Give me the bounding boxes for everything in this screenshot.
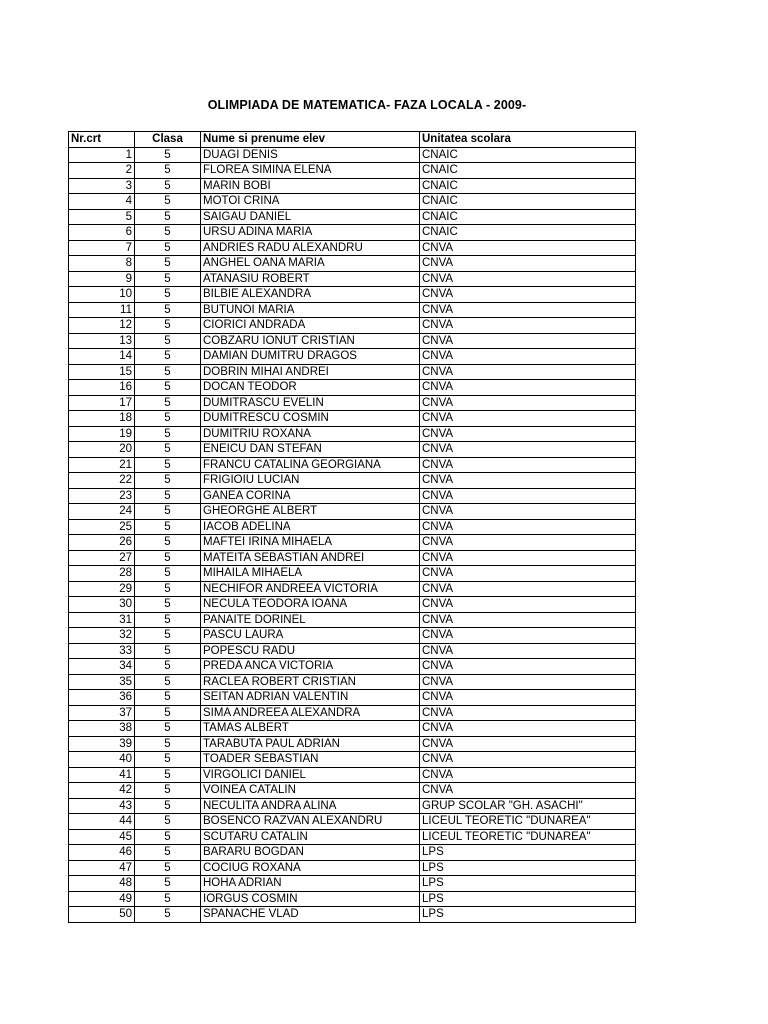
cell-nr-crt: 40: [69, 752, 135, 768]
cell-nume: POPESCU RADU: [201, 643, 420, 659]
cell-nume: DOBRIN MIHAI ANDREI: [201, 364, 420, 380]
cell-unitate: CNVA: [420, 302, 636, 318]
cell-clasa: 5: [135, 318, 201, 334]
table-row: [69, 643, 636, 659]
cell-nume: MATEITA SEBASTIAN ANDREI: [201, 550, 420, 566]
table-row: [69, 535, 636, 551]
table-row: [69, 690, 636, 706]
cell-clasa: 5: [135, 721, 201, 737]
cell-nume: SPANACHE VLAD: [201, 907, 420, 923]
cell-nr-crt: 31: [69, 612, 135, 628]
cell-unitate: CNVA: [420, 240, 636, 256]
cell-nr-crt: 46: [69, 845, 135, 861]
table-row: [69, 349, 636, 365]
cell-nr-crt: 37: [69, 705, 135, 721]
table-row: [69, 426, 636, 442]
cell-clasa: 5: [135, 674, 201, 690]
cell-nume: ATANASIU ROBERT: [201, 271, 420, 287]
cell-nr-crt: 30: [69, 597, 135, 613]
cell-nume: URSU ADINA MARIA: [201, 225, 420, 241]
cell-clasa: 5: [135, 690, 201, 706]
cell-unitate: CNVA: [420, 767, 636, 783]
cell-unitate: CNVA: [420, 581, 636, 597]
cell-clasa: 5: [135, 659, 201, 675]
cell-nr-crt: 44: [69, 814, 135, 830]
table-row: [69, 659, 636, 675]
table-row: [69, 814, 636, 830]
cell-clasa: 5: [135, 442, 201, 458]
page-title: OLIMPIADA DE MATEMATICA- FAZA LOCALA - 2009-: [207, 98, 527, 112]
cell-nr-crt: 27: [69, 550, 135, 566]
table-row: [69, 271, 636, 287]
cell-clasa: 5: [135, 612, 201, 628]
cell-unitate: LPS: [420, 876, 636, 892]
table-row: [69, 504, 636, 520]
table-row: [69, 736, 636, 752]
cell-nume: FRIGIOIU LUCIAN: [201, 473, 420, 489]
cell-clasa: 5: [135, 194, 201, 210]
cell-nume: FLOREA SIMINA ELENA: [201, 163, 420, 179]
cell-unitate: CNVA: [420, 411, 636, 427]
cell-unitate: CNVA: [420, 256, 636, 272]
table-row: [69, 333, 636, 349]
cell-clasa: 5: [135, 256, 201, 272]
cell-nume: GHEORGHE ALBERT: [201, 504, 420, 520]
cell-clasa: 5: [135, 504, 201, 520]
cell-nr-crt: 25: [69, 519, 135, 535]
cell-clasa: 5: [135, 411, 201, 427]
cell-unitate: CNAIC: [420, 147, 636, 163]
cell-nr-crt: 43: [69, 798, 135, 814]
cell-nr-crt: 38: [69, 721, 135, 737]
table-row: [69, 550, 636, 566]
cell-clasa: 5: [135, 736, 201, 752]
table-row: [69, 380, 636, 396]
cell-nr-crt: 8: [69, 256, 135, 272]
cell-unitate: CNVA: [420, 535, 636, 551]
table-row: [69, 752, 636, 768]
cell-clasa: 5: [135, 597, 201, 613]
cell-clasa: 5: [135, 628, 201, 644]
table-row: [69, 845, 636, 861]
cell-nr-crt: 6: [69, 225, 135, 241]
cell-nume: DAMIAN DUMITRU DRAGOS: [201, 349, 420, 365]
table-row: [69, 240, 636, 256]
cell-nr-crt: 11: [69, 302, 135, 318]
cell-nr-crt: 4: [69, 194, 135, 210]
cell-unitate: CNAIC: [420, 209, 636, 225]
cell-unitate: CNVA: [420, 721, 636, 737]
cell-nume: BARARU BOGDAN: [201, 845, 420, 861]
header-nume: Nume si prenume elev: [201, 132, 420, 148]
cell-nr-crt: 33: [69, 643, 135, 659]
cell-unitate: CNVA: [420, 628, 636, 644]
cell-unitate: CNVA: [420, 504, 636, 520]
table-row: [69, 597, 636, 613]
cell-nume: TAMAS ALBERT: [201, 721, 420, 737]
cell-nr-crt: 19: [69, 426, 135, 442]
cell-nr-crt: 9: [69, 271, 135, 287]
table-row: [69, 163, 636, 179]
cell-nr-crt: 10: [69, 287, 135, 303]
cell-nr-crt: 35: [69, 674, 135, 690]
cell-nume: BUTUNOI MARIA: [201, 302, 420, 318]
cell-unitate: CNVA: [420, 364, 636, 380]
cell-nume: MAFTEI IRINA MIHAELA: [201, 535, 420, 551]
cell-unitate: GRUP SCOLAR "GH. ASACHI": [420, 798, 636, 814]
table-row: [69, 256, 636, 272]
table-row: [69, 612, 636, 628]
cell-nr-crt: 17: [69, 395, 135, 411]
cell-nr-crt: 39: [69, 736, 135, 752]
cell-unitate: CNVA: [420, 488, 636, 504]
cell-nr-crt: 42: [69, 783, 135, 799]
cell-clasa: 5: [135, 302, 201, 318]
cell-unitate: CNVA: [420, 473, 636, 489]
table-row: [69, 178, 636, 194]
cell-nume: VOINEA CATALIN: [201, 783, 420, 799]
cell-nume: TARABUTA PAUL ADRIAN: [201, 736, 420, 752]
cell-nr-crt: 48: [69, 876, 135, 892]
cell-nr-crt: 34: [69, 659, 135, 675]
cell-unitate: CNVA: [420, 736, 636, 752]
cell-clasa: 5: [135, 891, 201, 907]
cell-nr-crt: 3: [69, 178, 135, 194]
cell-clasa: 5: [135, 163, 201, 179]
table-row: [69, 581, 636, 597]
cell-unitate: CNAIC: [420, 163, 636, 179]
cell-nr-crt: 41: [69, 767, 135, 783]
cell-clasa: 5: [135, 349, 201, 365]
cell-clasa: 5: [135, 380, 201, 396]
cell-clasa: 5: [135, 845, 201, 861]
table-row: [69, 566, 636, 582]
cell-nr-crt: 7: [69, 240, 135, 256]
cell-nume: MOTOI CRINA: [201, 194, 420, 210]
cell-unitate: CNVA: [420, 643, 636, 659]
cell-nr-crt: 1: [69, 147, 135, 163]
cell-clasa: 5: [135, 907, 201, 923]
cell-unitate: CNVA: [420, 690, 636, 706]
cell-unitate: LICEUL TEORETIC "DUNAREA": [420, 814, 636, 830]
cell-unitate: CNVA: [420, 597, 636, 613]
table-row: [69, 194, 636, 210]
cell-nume: PANAITE DORINEL: [201, 612, 420, 628]
cell-nr-crt: 29: [69, 581, 135, 597]
cell-nr-crt: 36: [69, 690, 135, 706]
cell-unitate: LPS: [420, 907, 636, 923]
cell-nume: NECULITA ANDRA ALINA: [201, 798, 420, 814]
cell-nr-crt: 47: [69, 860, 135, 876]
table-row: [69, 302, 636, 318]
cell-nume: ANDRIES RADU ALEXANDRU: [201, 240, 420, 256]
cell-nr-crt: 22: [69, 473, 135, 489]
table-row: [69, 721, 636, 737]
cell-clasa: 5: [135, 767, 201, 783]
cell-unitate: CNVA: [420, 349, 636, 365]
cell-clasa: 5: [135, 519, 201, 535]
cell-nr-crt: 24: [69, 504, 135, 520]
cell-nume: DUMITRIU ROXANA: [201, 426, 420, 442]
cell-unitate: CNVA: [420, 705, 636, 721]
cell-unitate: CNVA: [420, 783, 636, 799]
cell-unitate: CNVA: [420, 674, 636, 690]
cell-nume: MIHAILA MIHAELA: [201, 566, 420, 582]
cell-nume: PREDA ANCA VICTORIA: [201, 659, 420, 675]
table-row: [69, 147, 636, 163]
cell-clasa: 5: [135, 457, 201, 473]
cell-nume: IACOB ADELINA: [201, 519, 420, 535]
cell-clasa: 5: [135, 860, 201, 876]
cell-unitate: CNVA: [420, 426, 636, 442]
table-row: [69, 860, 636, 876]
cell-nr-crt: 28: [69, 566, 135, 582]
cell-unitate: CNVA: [420, 612, 636, 628]
cell-unitate: CNVA: [420, 752, 636, 768]
cell-unitate: LPS: [420, 860, 636, 876]
table-row: [69, 442, 636, 458]
cell-nume: NECULA TEODORA IOANA: [201, 597, 420, 613]
cell-nr-crt: 18: [69, 411, 135, 427]
cell-unitate: CNVA: [420, 519, 636, 535]
table-row: [69, 829, 636, 845]
cell-nume: VIRGOLICI DANIEL: [201, 767, 420, 783]
cell-nr-crt: 15: [69, 364, 135, 380]
cell-clasa: 5: [135, 488, 201, 504]
cell-nr-crt: 49: [69, 891, 135, 907]
cell-clasa: 5: [135, 473, 201, 489]
table-row: [69, 891, 636, 907]
cell-unitate: CNVA: [420, 566, 636, 582]
cell-nume: BILBIE ALEXANDRA: [201, 287, 420, 303]
cell-unitate: CNVA: [420, 287, 636, 303]
cell-unitate: CNVA: [420, 550, 636, 566]
cell-nume: SCUTARU CATALIN: [201, 829, 420, 845]
table-row: [69, 473, 636, 489]
cell-nume: SAIGAU DANIEL: [201, 209, 420, 225]
cell-clasa: 5: [135, 705, 201, 721]
cell-unitate: CNVA: [420, 659, 636, 675]
cell-unitate: CNAIC: [420, 225, 636, 241]
cell-unitate: CNVA: [420, 271, 636, 287]
cell-nr-crt: 50: [69, 907, 135, 923]
cell-nume: DUMITRASCU EVELIN: [201, 395, 420, 411]
cell-nr-crt: 2: [69, 163, 135, 179]
cell-nume: IORGUS COSMIN: [201, 891, 420, 907]
cell-nr-crt: 13: [69, 333, 135, 349]
header-unitate: Unitatea scolara: [420, 132, 636, 148]
table-header-row: [69, 132, 636, 148]
cell-clasa: 5: [135, 550, 201, 566]
cell-nume: MARIN BOBI: [201, 178, 420, 194]
cell-unitate: LPS: [420, 845, 636, 861]
cell-nume: FRANCU CATALINA GEORGIANA: [201, 457, 420, 473]
cell-clasa: 5: [135, 752, 201, 768]
cell-clasa: 5: [135, 240, 201, 256]
cell-unitate: CNVA: [420, 395, 636, 411]
cell-nr-crt: 20: [69, 442, 135, 458]
cell-clasa: 5: [135, 287, 201, 303]
cell-nume: RACLEA ROBERT CRISTIAN: [201, 674, 420, 690]
cell-nr-crt: 5: [69, 209, 135, 225]
cell-nr-crt: 21: [69, 457, 135, 473]
cell-unitate: CNVA: [420, 333, 636, 349]
cell-unitate: LICEUL TEORETIC "DUNAREA": [420, 829, 636, 845]
table-row: [69, 411, 636, 427]
cell-nume: BOSENCO RAZVAN ALEXANDRU: [201, 814, 420, 830]
table-row: [69, 395, 636, 411]
cell-unitate: CNAIC: [420, 194, 636, 210]
cell-nr-crt: 16: [69, 380, 135, 396]
cell-unitate: CNAIC: [420, 178, 636, 194]
cell-nume: GANEA CORINA: [201, 488, 420, 504]
cell-nume: SIMA ANDREEA ALEXANDRA: [201, 705, 420, 721]
cell-clasa: 5: [135, 225, 201, 241]
cell-clasa: 5: [135, 147, 201, 163]
table-row: [69, 318, 636, 334]
cell-unitate: CNVA: [420, 457, 636, 473]
cell-clasa: 5: [135, 643, 201, 659]
table-row: [69, 767, 636, 783]
header-nr-crt: Nr.crt: [69, 132, 135, 148]
table-row: [69, 225, 636, 241]
cell-unitate: CNVA: [420, 318, 636, 334]
cell-clasa: 5: [135, 271, 201, 287]
table-row: [69, 628, 636, 644]
cell-clasa: 5: [135, 566, 201, 582]
cell-clasa: 5: [135, 829, 201, 845]
cell-nume: ANGHEL OANA MARIA: [201, 256, 420, 272]
cell-nume: COCIUG ROXANA: [201, 860, 420, 876]
table-body: [69, 147, 636, 922]
table-row: [69, 907, 636, 923]
table-row: [69, 876, 636, 892]
table-row: [69, 364, 636, 380]
cell-nume: NECHIFOR ANDREEA VICTORIA: [201, 581, 420, 597]
cell-clasa: 5: [135, 333, 201, 349]
table-row: [69, 209, 636, 225]
cell-clasa: 5: [135, 395, 201, 411]
cell-clasa: 5: [135, 364, 201, 380]
cell-clasa: 5: [135, 535, 201, 551]
header-clasa: Clasa: [135, 132, 201, 148]
cell-unitate: LPS: [420, 891, 636, 907]
cell-nr-crt: 14: [69, 349, 135, 365]
table-row: [69, 488, 636, 504]
cell-nume: ENEICU DAN STEFAN: [201, 442, 420, 458]
cell-nume: HOHA ADRIAN: [201, 876, 420, 892]
cell-nume: DUAGI DENIS: [201, 147, 420, 163]
cell-nume: PASCU LAURA: [201, 628, 420, 644]
cell-clasa: 5: [135, 178, 201, 194]
cell-clasa: 5: [135, 814, 201, 830]
student-table: [68, 131, 636, 923]
cell-nume: COBZARU IONUT CRISTIAN: [201, 333, 420, 349]
cell-nr-crt: 32: [69, 628, 135, 644]
cell-unitate: CNVA: [420, 380, 636, 396]
cell-nume: SEITAN ADRIAN VALENTIN: [201, 690, 420, 706]
table-row: [69, 287, 636, 303]
table-row: [69, 519, 636, 535]
cell-clasa: 5: [135, 783, 201, 799]
table-row: [69, 783, 636, 799]
cell-unitate: CNVA: [420, 442, 636, 458]
cell-nr-crt: 45: [69, 829, 135, 845]
cell-clasa: 5: [135, 426, 201, 442]
table-row: [69, 705, 636, 721]
cell-nume: DUMITRESCU COSMIN: [201, 411, 420, 427]
cell-nume: CIORICI ANDRADA: [201, 318, 420, 334]
cell-clasa: 5: [135, 876, 201, 892]
cell-nr-crt: 26: [69, 535, 135, 551]
cell-nume: TOADER SEBASTIAN: [201, 752, 420, 768]
table-row: [69, 457, 636, 473]
table-row: [69, 798, 636, 814]
cell-clasa: 5: [135, 798, 201, 814]
cell-nr-crt: 23: [69, 488, 135, 504]
cell-clasa: 5: [135, 581, 201, 597]
table-row: [69, 674, 636, 690]
cell-clasa: 5: [135, 209, 201, 225]
cell-nr-crt: 12: [69, 318, 135, 334]
cell-nume: DOCAN TEODOR: [201, 380, 420, 396]
